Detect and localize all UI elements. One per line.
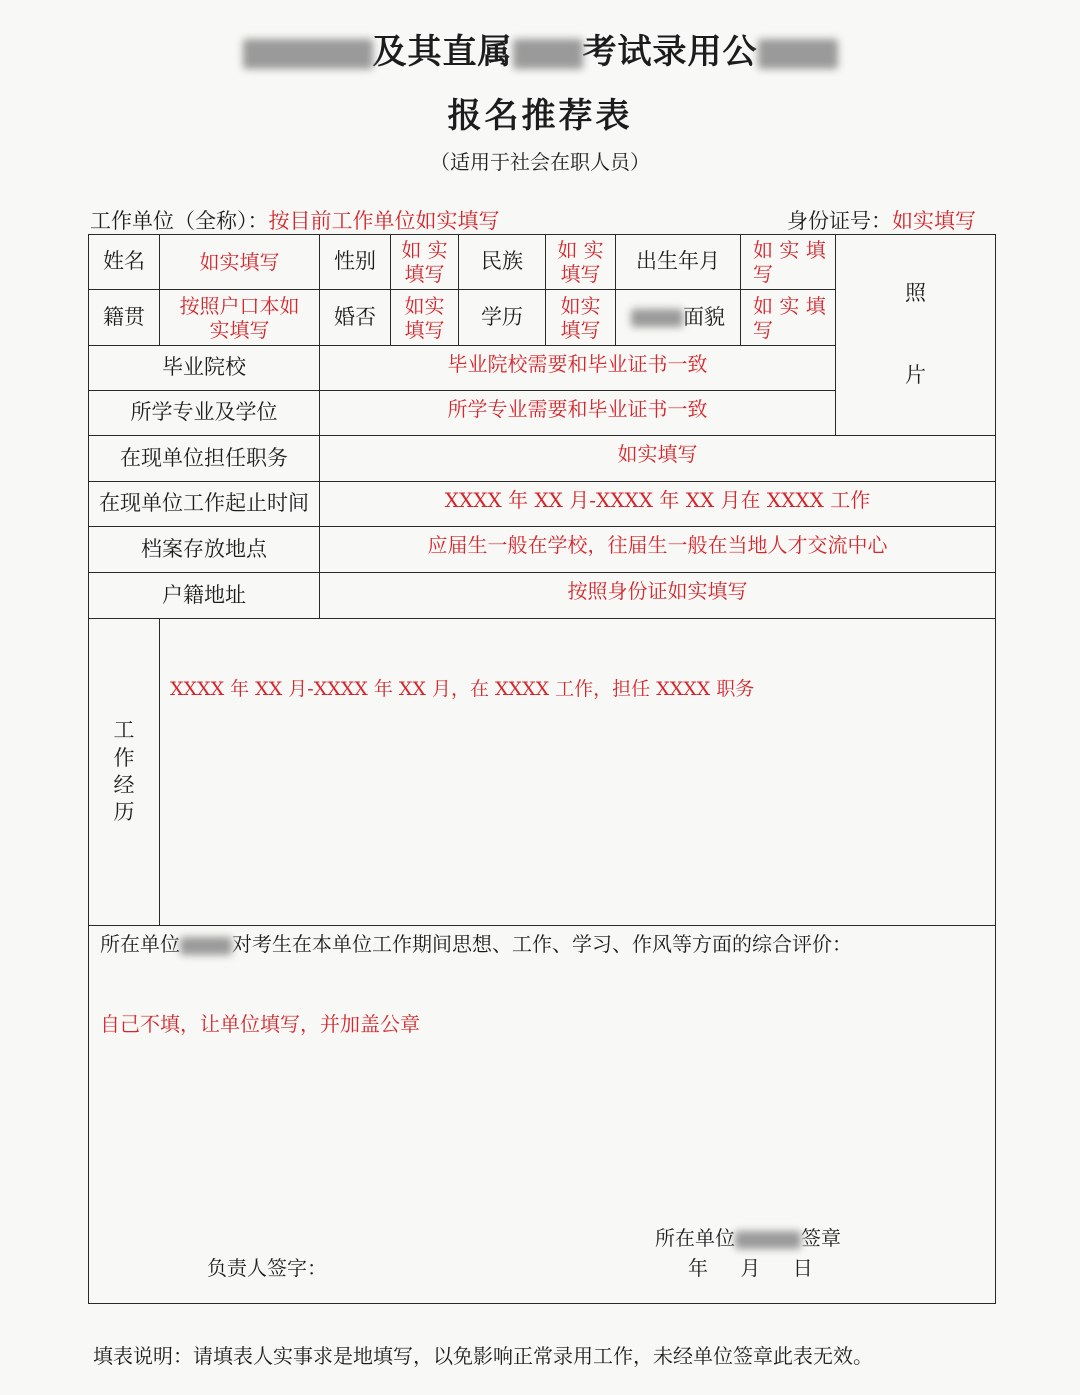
archive-label: 档案存放地点 bbox=[88, 526, 320, 573]
ethnicity-label: 民族 bbox=[458, 234, 546, 290]
position-label: 在现单位担任职务 bbox=[88, 435, 320, 482]
position-value: 如实填写 bbox=[319, 435, 996, 482]
political-value: 如 实 填 写 bbox=[740, 289, 836, 346]
evaluation-prompt bbox=[100, 928, 852, 957]
evaluation-box bbox=[88, 925, 996, 1304]
seal-suffix: 签章 bbox=[801, 1226, 841, 1250]
political-label bbox=[615, 289, 741, 346]
school-value: 毕业院校需要和毕业证书一致 bbox=[319, 345, 836, 391]
period-value: XXXX 年 XX 月-XXXX 年 XX 月在 XXXX 工作 bbox=[319, 481, 996, 527]
gender-value: 如 实 填写 bbox=[390, 234, 459, 290]
archive-value: 应届生一般在学校，往届生一般在当地人才交流中心 bbox=[319, 526, 996, 573]
education-label: 学历 bbox=[458, 289, 546, 346]
form-subtitle: （适用于社会在职人员） bbox=[430, 150, 650, 174]
work-unit-value: 按目前工作单位如实填写 bbox=[268, 209, 500, 233]
redacted-text bbox=[758, 39, 838, 69]
eval-prompt-suffix: 对考生在本单位工作期间思想、工作、学习、作风等方面的综合评价： bbox=[232, 932, 852, 956]
title-part1-visible: 及其直属 bbox=[372, 32, 513, 72]
id-number-label: 身份证号： bbox=[787, 209, 892, 233]
form-title-line1 bbox=[0, 24, 1080, 73]
unit-seal-line bbox=[655, 1222, 841, 1251]
form-instructions: 填表说明：请填表人实事求是地填写，以免影响正常录用工作，未经单位签章此表无效。 bbox=[93, 1344, 873, 1368]
marital-value: 如实 填写 bbox=[390, 289, 459, 346]
work-history-value: XXXX 年 XX 月-XXXX 年 XX 月，在 XXXX 工作，担任 XXXX 职务 bbox=[170, 678, 755, 700]
native-place-value: 按照户口本如 实填写 bbox=[159, 289, 320, 346]
redacted-text bbox=[631, 309, 683, 327]
period-label: 在现单位工作起止时间 bbox=[88, 481, 320, 527]
id-number-value: 如实填写 bbox=[892, 209, 976, 233]
redacted-text bbox=[513, 39, 583, 69]
work-unit-line bbox=[90, 205, 500, 235]
native-place-label: 籍贯 bbox=[88, 289, 160, 346]
id-number-line bbox=[787, 205, 976, 235]
redacted-text bbox=[180, 937, 232, 955]
title-part2: 考试录用公 bbox=[582, 32, 758, 72]
redacted-text bbox=[735, 1231, 801, 1249]
evaluation-note: 自己不填，让单位填写，并加盖公章 bbox=[100, 1012, 420, 1036]
political-label-suffix: 面貌 bbox=[683, 304, 725, 329]
school-label: 毕业院校 bbox=[88, 345, 320, 391]
work-history-box bbox=[159, 618, 996, 926]
major-value: 所学专业需要和毕业证书一致 bbox=[319, 390, 836, 436]
ethnicity-value: 如 实 填写 bbox=[545, 234, 616, 290]
birth-value: 如 实 填 写 bbox=[740, 234, 836, 290]
marital-label: 婚否 bbox=[319, 289, 391, 346]
date-line: 年 月 日 bbox=[688, 1256, 813, 1280]
form-title-line2: 报名推荐表 bbox=[447, 96, 633, 136]
photo-box: 照 片 bbox=[835, 234, 996, 436]
major-label: 所学专业及学位 bbox=[88, 390, 320, 436]
gender-label: 性别 bbox=[319, 234, 391, 290]
name-label: 姓名 bbox=[88, 234, 160, 290]
hukou-label: 户籍地址 bbox=[88, 572, 320, 619]
eval-prompt-prefix: 所在单位 bbox=[100, 932, 180, 956]
seal-prefix: 所在单位 bbox=[655, 1226, 735, 1250]
redacted-text bbox=[243, 39, 373, 69]
signature-label: 负责人签字： bbox=[207, 1256, 327, 1280]
work-unit-label: 工作单位（全称）： bbox=[90, 209, 269, 233]
birth-label: 出生年月 bbox=[615, 234, 741, 290]
education-value: 如实 填写 bbox=[545, 289, 616, 346]
work-history-label: 工 作 经 历 bbox=[88, 618, 160, 926]
hukou-value: 按照身份证如实填写 bbox=[319, 572, 996, 619]
name-value: 如实填写 bbox=[159, 234, 320, 290]
